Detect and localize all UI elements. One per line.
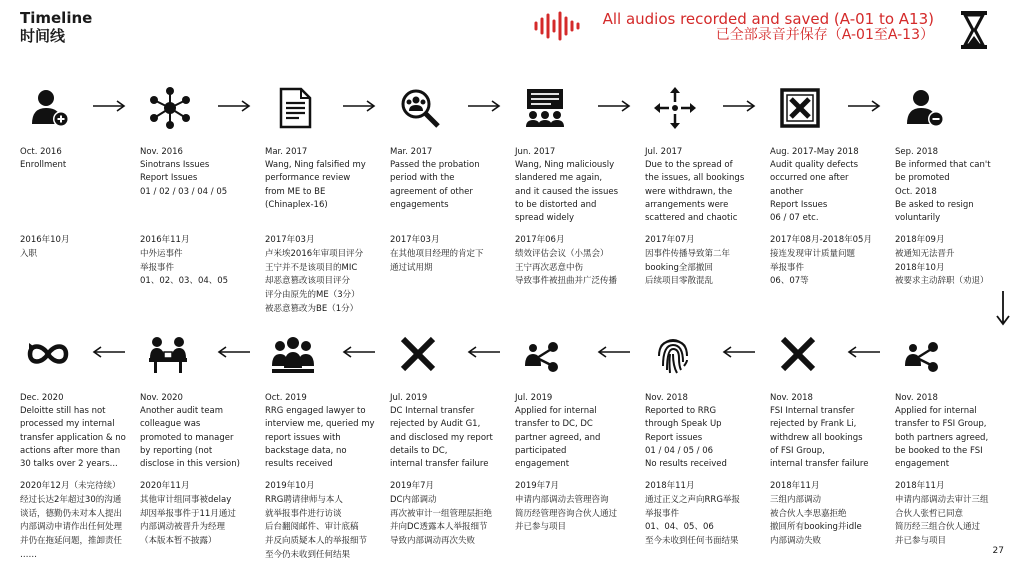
- step-text-line-zh: 经过长达2年超过30的沟通: [20, 494, 122, 505]
- step-text-line-zh: 评分由原先的ME（3分）: [265, 290, 360, 301]
- step-text-line-zh: 内部调动被晋升为经理: [140, 522, 226, 533]
- step-text-line: Jul. 2019: [515, 393, 553, 403]
- step-text-line: transfer to FSI Group,: [895, 419, 987, 430]
- step-text-line: Oct. 2018: [895, 186, 937, 197]
- step-text-line-zh: 2017年03月: [390, 235, 440, 245]
- step-text-line-zh: booking全部撤回: [645, 262, 713, 273]
- x-mark-icon: [776, 332, 820, 376]
- step-text-line: 30 talks over 2 years...: [20, 459, 118, 470]
- step-text-line: partner agreed, and: [515, 432, 601, 443]
- step-description-zh: [515, 234, 617, 289]
- step-text-line-zh: 简历经三组合伙人通过: [895, 522, 981, 533]
- step-text-line: Mar. 2017: [390, 147, 433, 157]
- left-arrow-icon: [217, 345, 251, 359]
- step-description-en: [895, 146, 1015, 225]
- step-text-line: voluntarily: [895, 213, 941, 224]
- remove-user-icon: [903, 86, 947, 130]
- step-description-zh: [265, 480, 367, 563]
- step-text-line: and it caused the issues: [515, 186, 619, 197]
- step-description-en: [515, 146, 635, 225]
- step-text-line: from ME to BE: [265, 186, 326, 197]
- step-text-line-zh: 被要求主动辞职（劝退）: [895, 276, 989, 287]
- step-text-line: Oct. 2016: [20, 147, 62, 157]
- step-text-line: 01 / 04 / 05 / 06: [645, 445, 714, 456]
- step-description-zh: [390, 234, 484, 275]
- step-description-en: [265, 392, 385, 471]
- step-text-line: transfer to DC, DC: [515, 419, 593, 430]
- step-text-line-zh: （本版本暂不披露）: [140, 536, 217, 547]
- step-description-en: [20, 146, 140, 172]
- step-text-line: Nov. 2018: [770, 393, 813, 403]
- step-text-line: Jul. 2019: [390, 393, 428, 403]
- step-text-line: Be informed that can't: [895, 160, 991, 171]
- step-text-line-zh: 却恶意篡改该项目评分: [265, 276, 351, 287]
- infinity-icon: [26, 332, 70, 376]
- step-text-line: Nov. 2020: [140, 393, 183, 403]
- step-text-line: performance review: [265, 173, 351, 184]
- step-text-line: Nov. 2018: [895, 393, 938, 403]
- step-text-line-zh: 简历经管理咨询合伙人通过: [515, 508, 618, 519]
- step-text-line-zh: 2018年11月: [895, 481, 945, 491]
- cross-box-icon: [778, 86, 822, 130]
- step-text-line: FSI Internal transfer: [770, 406, 855, 417]
- left-arrow-icon: [467, 345, 501, 359]
- step-text-line-zh: 01、04、05、06: [645, 522, 714, 533]
- step-text-line: and disclosed my report: [390, 432, 493, 443]
- step-text-line-zh: 导致事件被扭曲并广泛传播: [515, 276, 618, 287]
- step-text-line: Report Issues: [140, 173, 198, 184]
- step-text-line-zh: 并反向质疑本人的举报细节: [265, 536, 368, 547]
- step-text-line-zh: 举报事件: [645, 508, 680, 519]
- step-text-line-zh: 后续项目零散混乱: [645, 276, 714, 287]
- step-text-line: Wang, Ning falsified my: [265, 160, 366, 171]
- step-text-line: Applied for internal: [895, 406, 977, 417]
- step-text-line: Deloitte still has not: [20, 406, 106, 417]
- step-text-line: occurred one after: [770, 173, 849, 184]
- step-text-line-zh: 2019年7月: [515, 481, 560, 491]
- step-text-line-zh: 并已参与项目: [515, 522, 567, 533]
- right-arrow-icon: [597, 99, 631, 113]
- right-arrow-icon: [847, 99, 881, 113]
- step-description-zh: [265, 234, 363, 317]
- step-text-line-zh: 就举报事件进行访谈: [265, 508, 342, 519]
- step-description-zh: [645, 234, 730, 289]
- step-description-en: [645, 392, 765, 471]
- step-text-line: withdrew all bookings: [770, 432, 863, 443]
- step-text-line-zh: 因事件传播导致第二年: [645, 248, 731, 259]
- step-text-line: period with the: [390, 173, 455, 184]
- step-description-en: [140, 392, 260, 471]
- step-text-line: processed my internal: [20, 419, 115, 430]
- step-text-line-zh: 2018年10月: [895, 262, 945, 273]
- step-description-zh: [895, 234, 989, 289]
- step-text-line-zh: 合伙人张哲已同意: [895, 508, 964, 519]
- step-text-line-zh: 2018年11月: [645, 481, 695, 491]
- step-text-line: colleague was: [140, 419, 201, 430]
- network-icon: [148, 86, 192, 130]
- step-text-line-zh: 2018年09月: [895, 235, 945, 245]
- step-text-line-zh: RRG聘请律师与本人: [265, 494, 343, 505]
- step-text-line: Wang, Ning maliciously: [515, 160, 615, 171]
- step-text-line-zh: 绩效评估会议（小黑会）: [515, 248, 609, 259]
- step-text-line: both partners agreed,: [895, 432, 989, 443]
- step-text-line: results received: [265, 459, 333, 470]
- step-text-line: Report issues: [645, 432, 703, 443]
- step-description-en: [770, 146, 890, 225]
- step-text-line: Reported to RRG: [645, 406, 717, 417]
- step-text-line-zh: 2020年12月（未完待续）: [20, 481, 121, 491]
- step-text-line-zh: 三组内部调动: [770, 494, 822, 505]
- right-arrow-icon: [722, 99, 756, 113]
- sound-wave-icon: [533, 11, 583, 41]
- step-text-line: disclose in this version): [140, 459, 240, 470]
- step-text-line-zh: 2017年07月: [645, 235, 695, 245]
- step-text-line: transfer application & no: [20, 432, 126, 443]
- status-text-en: All audios recorded and saved (A-01 to A13): [602, 10, 934, 28]
- left-arrow-icon: [847, 345, 881, 359]
- x-mark-icon: [396, 332, 440, 376]
- left-arrow-icon: [722, 345, 756, 359]
- step-text-line-zh: 举报事件: [140, 262, 175, 273]
- step-text-line-zh: 却因举报事件于11月通过: [140, 508, 236, 519]
- step-text-line: another: [770, 186, 804, 197]
- step-text-line: internal transfer failure: [390, 459, 489, 470]
- step-text-line: Passed the probation: [390, 160, 480, 171]
- step-text-line: No results received: [645, 459, 727, 470]
- step-text-line: slandered me again,: [515, 173, 603, 184]
- step-text-line-zh: 通过试用期: [390, 262, 433, 273]
- step-text-line: Nov. 2018: [645, 393, 688, 403]
- step-text-line: of FSI Group,: [770, 445, 825, 456]
- step-text-line: backstage data, no: [265, 445, 347, 456]
- step-text-line-zh: 2017年08月-2018年05月: [770, 235, 872, 245]
- step-text-line: 06 / 07 etc.: [770, 213, 819, 224]
- step-description-en: [770, 392, 890, 471]
- step-text-line: be booked to the FSI: [895, 445, 983, 456]
- left-arrow-icon: [342, 345, 376, 359]
- step-description-zh: [770, 234, 872, 289]
- hourglass-icon: [958, 10, 990, 50]
- step-text-line-zh: 被合伙人李思嘉拒绝: [770, 508, 847, 519]
- step-text-line: engagement: [515, 459, 570, 470]
- step-text-line: (Chinaplex-16): [265, 199, 328, 210]
- step-text-line: details to DC,: [390, 445, 448, 456]
- step-text-line-zh: 后台翻阅邮件、审计底稿: [265, 522, 359, 533]
- left-arrow-icon: [92, 345, 126, 359]
- step-text-line-zh: 并已参与项目: [895, 536, 947, 547]
- step-text-line: Mar. 2017: [265, 147, 308, 157]
- step-text-line-zh: 至今仍未收到任何结果: [265, 549, 351, 560]
- step-text-line: by reporting (not: [140, 445, 213, 456]
- step-description-en: [140, 146, 260, 199]
- step-description-en: [390, 146, 510, 212]
- step-description-en: [645, 146, 765, 225]
- share-icon: [521, 332, 565, 376]
- step-text-line: rejected by Frank Li,: [770, 419, 857, 430]
- step-text-line: actions after more than: [20, 445, 121, 456]
- timeline-step: [895, 332, 1015, 547]
- group-icon: [271, 332, 315, 376]
- step-text-line-zh: 2016年10月: [20, 235, 70, 245]
- step-text-line-zh: 撤回所有booking并idle: [770, 522, 862, 533]
- add-user-icon: [28, 86, 72, 130]
- step-text-line: Audit quality defects: [770, 160, 859, 171]
- step-description-zh: [895, 480, 989, 549]
- step-text-line-zh: 在其他项目经理的肯定下: [390, 248, 484, 259]
- step-text-line-zh: ……: [20, 549, 37, 560]
- step-text-line-zh: 2017年03月: [265, 235, 315, 245]
- step-text-line: agreement of other: [390, 186, 473, 197]
- step-text-line-zh: 内部调动失败: [770, 536, 822, 547]
- step-text-line: interview me, queried my: [265, 419, 375, 430]
- title-block: [20, 10, 92, 45]
- step-text-line-zh: 申请内部调动去管理咨询: [515, 494, 609, 505]
- step-text-line-zh: 卢米埃2016年审项目评分: [265, 248, 364, 259]
- step-text-line: Jun. 2017: [515, 147, 556, 157]
- step-description-zh: [140, 234, 228, 289]
- step-text-line: spread widely: [515, 213, 574, 224]
- step-text-line-zh: 被恶意篡改为BE（1分）: [265, 303, 359, 314]
- step-text-line-zh: 入职: [20, 248, 38, 259]
- step-text-line: Due to the spread of: [645, 160, 733, 171]
- step-description-zh: [770, 480, 862, 549]
- step-description-en: [515, 392, 635, 471]
- step-text-line: promoted to manager: [140, 432, 234, 443]
- step-text-line: Report Issues: [770, 199, 828, 210]
- left-arrow-icon: [597, 345, 631, 359]
- step-text-line: Dec. 2020: [20, 393, 64, 403]
- step-text-line-zh: 举报事件: [770, 262, 805, 273]
- step-text-line: engagements: [390, 199, 449, 210]
- step-text-line-zh: 被通知无法晋升: [895, 248, 955, 259]
- step-text-line-zh: 王宁再次恶意中伤: [515, 262, 584, 273]
- step-text-line: Be asked to resign: [895, 199, 974, 210]
- timeline-step: [895, 86, 1015, 287]
- step-description-zh: [390, 480, 492, 549]
- step-description-zh: [20, 480, 122, 563]
- right-arrow-icon: [217, 99, 251, 113]
- document-icon: [273, 86, 317, 130]
- step-text-line-zh: 2019年7月: [390, 481, 435, 491]
- step-text-line-zh: 并向DC透露本人举报细节: [390, 522, 488, 533]
- step-text-line-zh: 通过正义之声向RRG举报: [645, 494, 740, 505]
- step-text-line: through Speak Up: [645, 419, 722, 430]
- step-text-line-zh: 并仍在拖延问题，推卸责任: [20, 536, 123, 547]
- step-description-zh: [140, 480, 236, 549]
- step-text-line: RRG engaged lawyer to: [265, 406, 366, 417]
- step-text-line-zh: 内部调动申请作出任何处理: [20, 522, 123, 533]
- step-text-line: Oct. 2019: [265, 393, 307, 403]
- step-text-line: were withdrawn, the: [645, 186, 733, 197]
- page-title-zh: 时间线: [20, 27, 66, 45]
- step-text-line-zh: 01、02、03、04、05: [140, 276, 229, 287]
- step-text-line: the issues, all bookings: [645, 173, 745, 184]
- page-number: 27: [992, 546, 1004, 556]
- right-arrow-icon: [467, 99, 501, 113]
- step-text-line-zh: 06、07等: [770, 276, 809, 287]
- fingerprint-icon: [651, 332, 695, 376]
- step-text-line-zh: 2019年10月: [265, 481, 315, 491]
- step-text-line-zh: 导致内部调动再次失败: [390, 536, 476, 547]
- step-description-zh: [20, 234, 69, 262]
- spread-arrows-icon: [653, 86, 697, 130]
- step-text-line-zh: 2017年06月: [515, 235, 565, 245]
- search-people-icon: [398, 86, 442, 130]
- step-text-line: be promoted: [895, 173, 950, 184]
- step-text-line-zh: 其他审计组同事被delay: [140, 494, 232, 505]
- step-text-line-zh: 至今未收到任何书面结果: [645, 536, 739, 547]
- step-description-en: [20, 392, 140, 471]
- step-text-line: engagement: [895, 459, 950, 470]
- step-text-line: arrangements were: [645, 199, 729, 210]
- step-text-line: DC Internal transfer: [390, 406, 475, 417]
- recording-status: [603, 11, 934, 44]
- presentation-icon: [523, 86, 567, 130]
- share-icon: [901, 332, 945, 376]
- right-arrow-icon: [92, 99, 126, 113]
- step-text-line: to be distorted and: [515, 199, 597, 210]
- step-text-line: Aug. 2017-May 2018: [770, 147, 859, 157]
- step-text-line-zh: 接连发现审计质量问题: [770, 248, 856, 259]
- step-text-line: Another audit team: [140, 406, 223, 417]
- step-text-line: participated: [515, 445, 567, 456]
- step-text-line-zh: 王宁并不是该项目的MIC: [265, 262, 358, 273]
- step-text-line: 01 / 02 / 03 / 04 / 05: [140, 186, 228, 197]
- step-text-line: internal transfer failure: [770, 459, 869, 470]
- step-text-line-zh: 中外运事件: [140, 248, 183, 259]
- step-description-en: [265, 146, 385, 212]
- step-description-en: [895, 392, 1015, 471]
- right-arrow-icon: [342, 99, 376, 113]
- step-text-line: Nov. 2016: [140, 147, 183, 157]
- step-text-line-zh: 2020年11月: [140, 481, 190, 491]
- step-text-line-zh: 再次被审计一组管理层拒绝: [390, 508, 493, 519]
- step-text-line: scattered and chaotic: [645, 213, 738, 224]
- step-text-line: report issues with: [265, 432, 341, 443]
- step-text-line: Jul. 2017: [645, 147, 683, 157]
- step-text-line: Sep. 2018: [895, 147, 939, 157]
- step-description-en: [390, 392, 510, 471]
- step-text-line: rejected by Audit G1,: [390, 419, 481, 430]
- step-text-line-zh: 申请内部调动去审计三组: [895, 494, 989, 505]
- step-text-line: Sinotrans Issues: [140, 160, 210, 171]
- step-text-line-zh: 2018年11月: [770, 481, 820, 491]
- step-text-line-zh: 谈话，德勤仍未对本人提出: [20, 508, 123, 519]
- down-arrow-icon: [996, 290, 1010, 326]
- status-text-zh: 已全部录音并保存（A-01至A-13）: [715, 27, 934, 43]
- page-title: Timeline: [20, 9, 93, 27]
- step-text-line-zh: 2016年11月: [140, 235, 190, 245]
- step-text-line: Enrollment: [20, 160, 67, 171]
- step-text-line-zh: DC内部调动: [390, 494, 437, 505]
- step-description-zh: [645, 480, 740, 549]
- step-text-line: Applied for internal: [515, 406, 597, 417]
- meeting-icon: [146, 332, 190, 376]
- step-description-zh: [515, 480, 617, 535]
